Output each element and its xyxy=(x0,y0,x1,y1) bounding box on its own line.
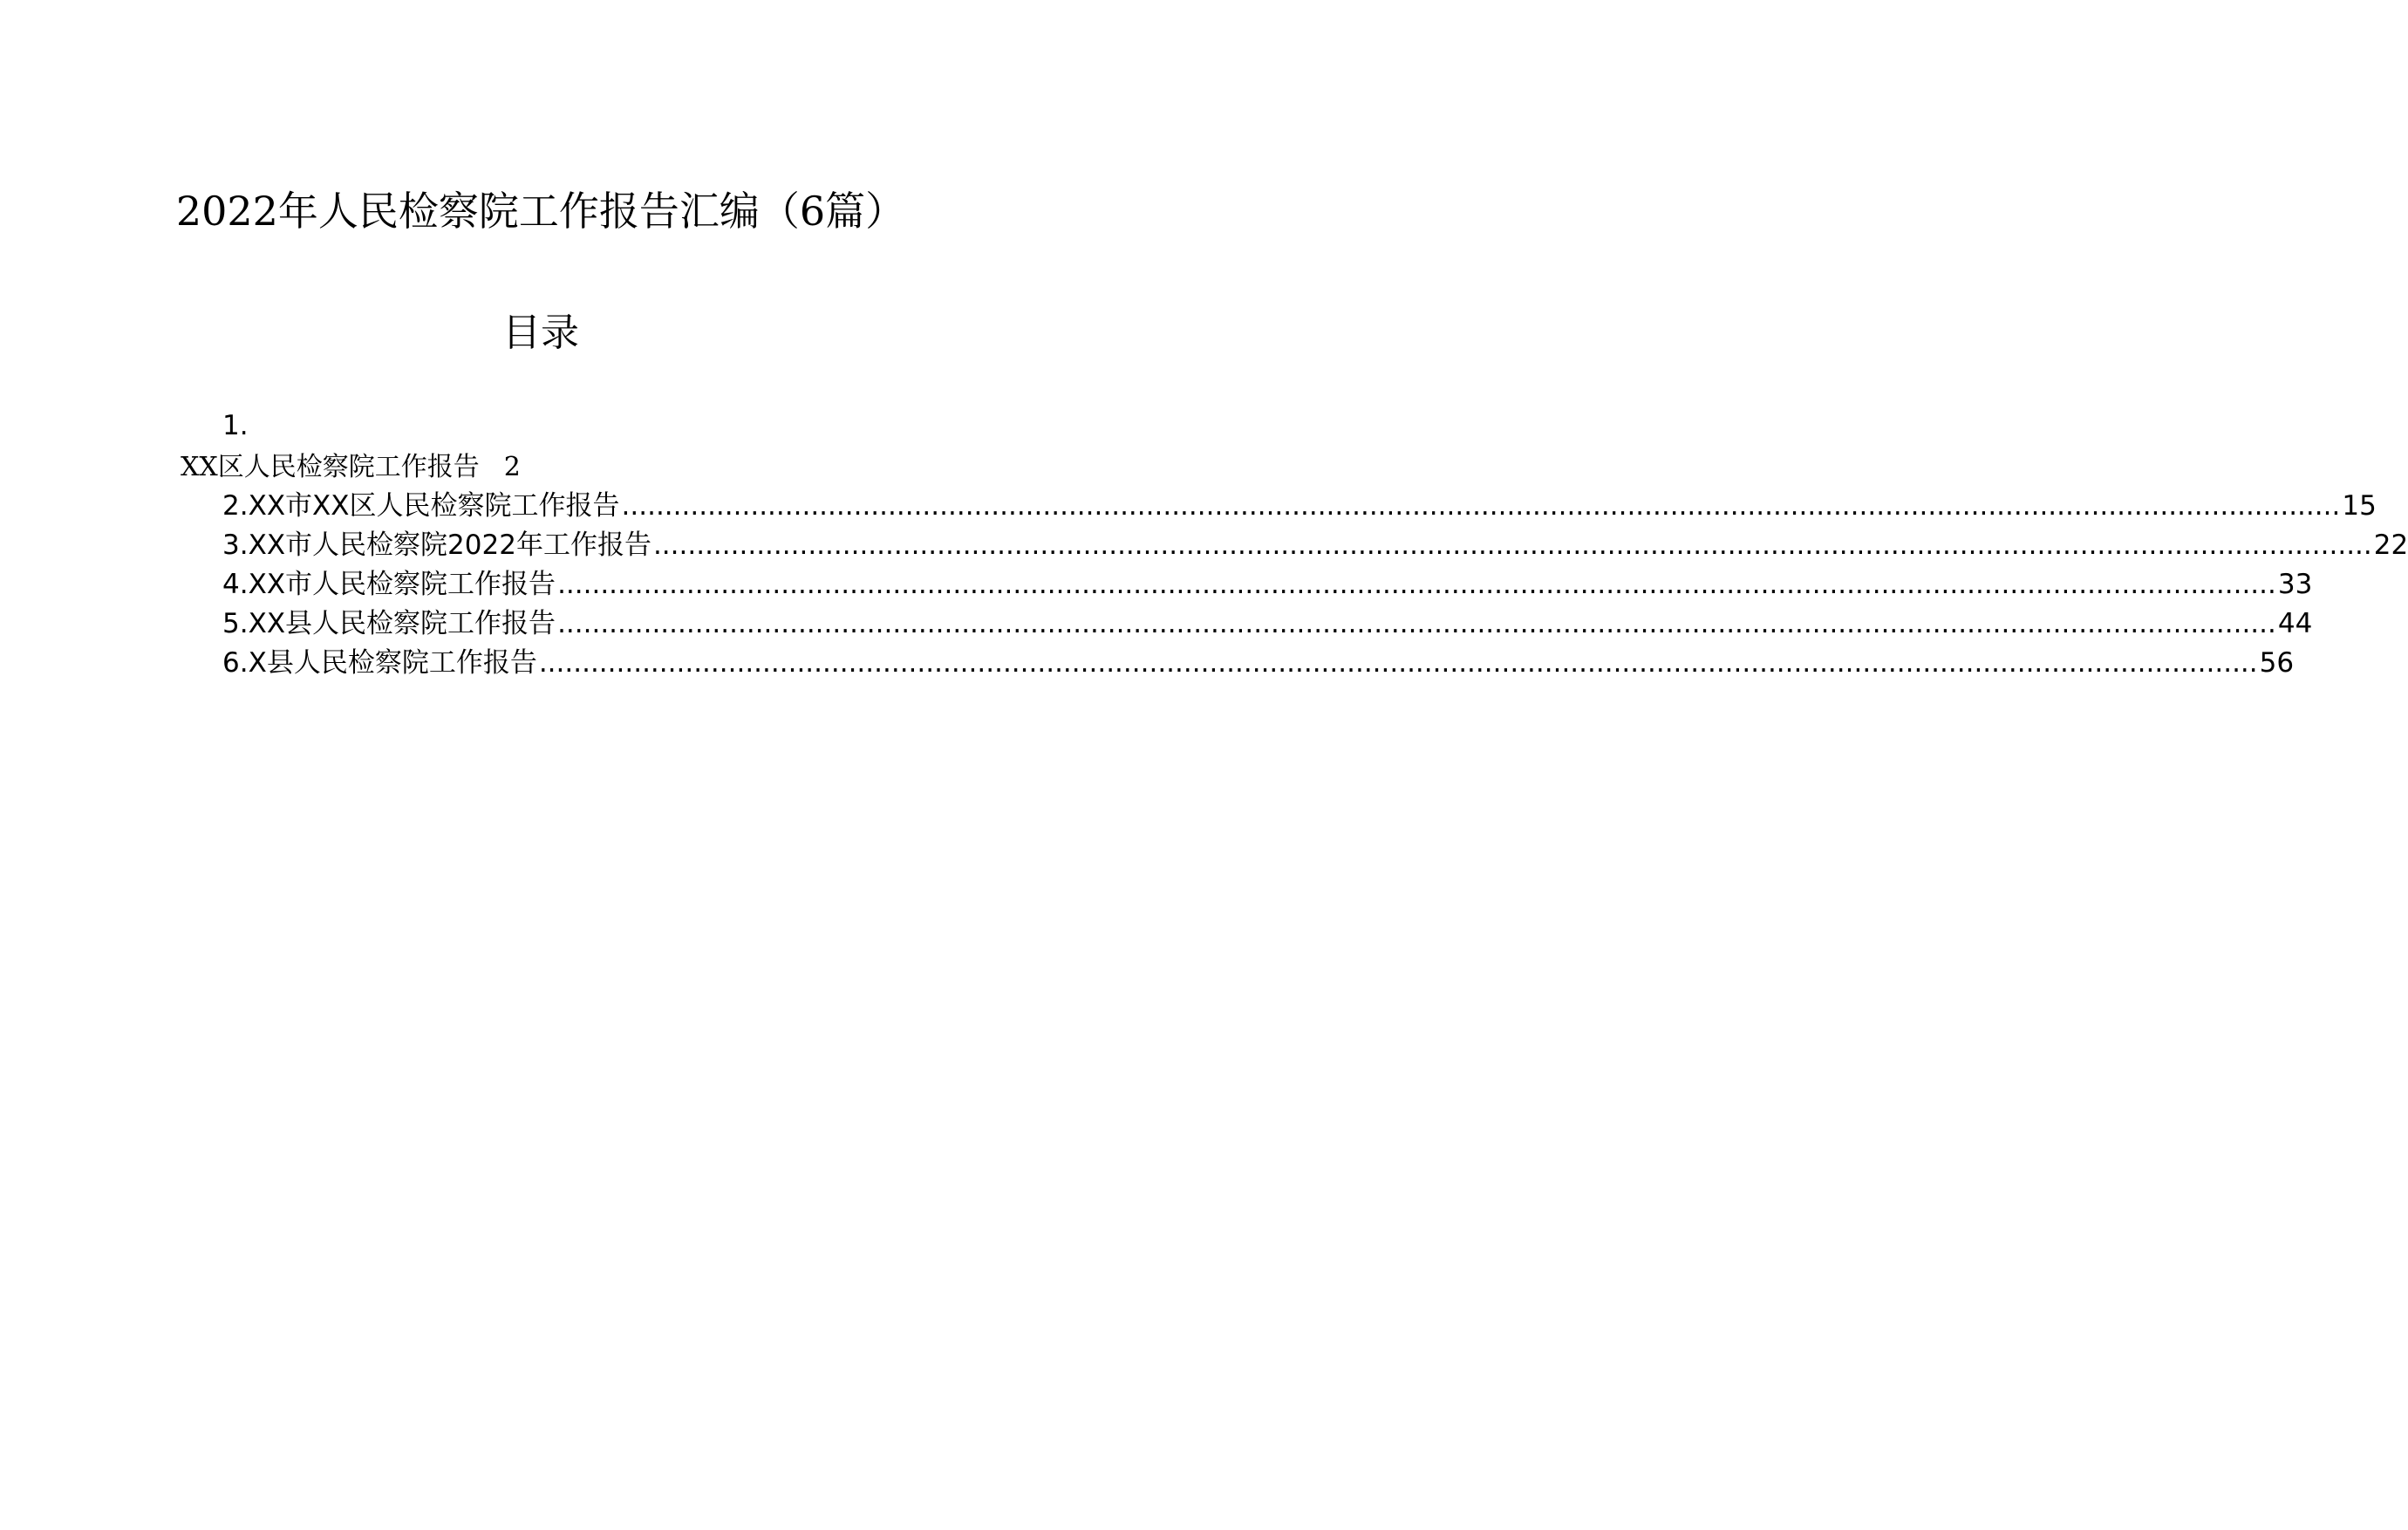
toc-entry-1-number: 1. xyxy=(222,410,249,441)
toc-entry-6[interactable] xyxy=(222,644,2295,683)
dot-leader: ........................................................................................................................................................................................................ xyxy=(557,569,2276,600)
toc-entry-1-page: 2 xyxy=(503,452,521,482)
toc-entry-label: 3.XX市人民检察院2022年工作报告 xyxy=(222,529,651,561)
toc-entry-5[interactable] xyxy=(222,604,2313,644)
toc-entry-page: 44 xyxy=(2277,608,2313,639)
toc-entry-page: 15 xyxy=(2342,490,2377,522)
dot-leader: ........................................................................................................................................................................................................ xyxy=(538,647,2258,679)
toc-entry-label: 4.XX市人民检察院工作报告 xyxy=(222,569,556,600)
toc-entry-2[interactable] xyxy=(222,487,2377,526)
dot-leader: ........................................................................................................................................................................................................ xyxy=(621,490,2341,522)
toc-entry-3[interactable] xyxy=(222,526,2408,565)
toc-entry-page: 22 xyxy=(2373,529,2408,561)
toc-entry-page: 33 xyxy=(2277,569,2313,600)
toc-heading: 目录 xyxy=(502,311,579,355)
toc-entry-label: 5.XX县人民检察院工作报告 xyxy=(222,608,556,639)
toc-entry-page: 56 xyxy=(2259,647,2295,679)
document-title: 2022年人民检察院工作报告汇编（6篇） xyxy=(175,188,906,235)
toc-entry-4[interactable] xyxy=(222,565,2313,604)
dot-leader: ........................................................................................................................................................................................................ xyxy=(652,529,2372,561)
toc-entry-1[interactable] xyxy=(181,448,521,487)
toc-entry-1-label: XX区人民检察院工作报告 xyxy=(181,452,480,482)
toc-entry-label: 2.XX市XX区人民检察院工作报告 xyxy=(222,490,620,522)
toc-list xyxy=(222,487,2408,683)
toc-entry-label: 6.X县人民检察院工作报告 xyxy=(222,647,537,679)
dot-leader: ........................................................................................................................................................................................................ xyxy=(557,608,2276,639)
